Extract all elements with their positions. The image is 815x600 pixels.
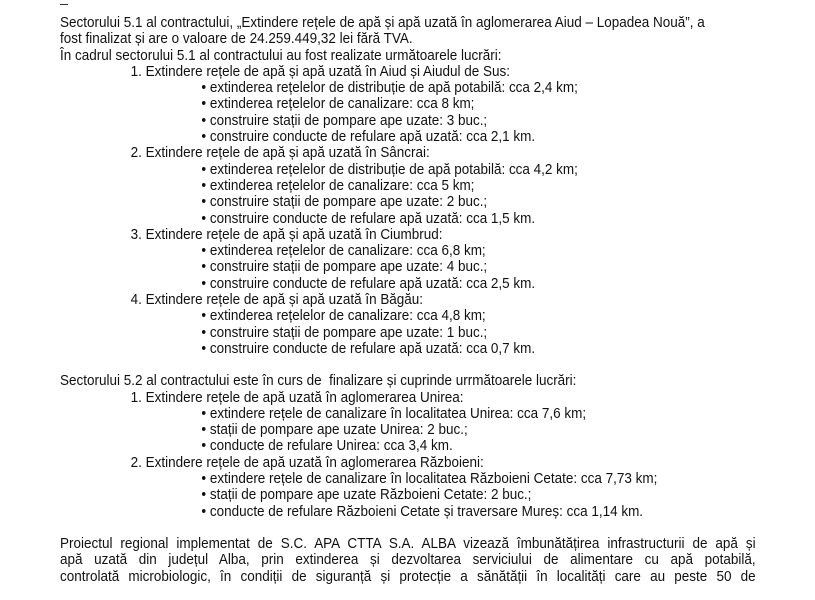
list-item: • construire stații de pompare ape uzate: 4 buc.; <box>60 259 706 275</box>
list-item: • conducte de refulare Războieni Cetate și traversare Mureș: cca 1,14 km. <box>60 504 706 520</box>
closing-line: Proiectul regional implementat de S.C. APA CTTA S.A. ALBA vizează îmbunătățirea infrastructurii de apă și <box>60 535 756 552</box>
list-item: • extinderea rețelelor de distribuție de apă potabilă: cca 2,4 km; <box>60 80 706 96</box>
section2-intro: Sectorului 5.2 al contractului este în curs de finalizare și cuprinde urrmătoarele lucrări: <box>60 373 577 390</box>
list-item: • extinderea rețelelor de distribuție de apă potabilă: cca 4,2 km; <box>60 162 706 178</box>
list-item: • extinderea rețelelor de canalizare: cca 4,8 km; <box>60 308 706 324</box>
closing-line: controlată microbiologic, în condiții de siguranță și protecție a sănătății în localități care au peste 50 de <box>60 568 756 585</box>
list-item: • construire conducte de refulare apă uzată: cca 2,5 km. <box>60 276 706 292</box>
group-title: 1. Extindere rețele de apă uzată în aglomerarea Unirea: <box>130 389 464 406</box>
list-item: • construire conducte de refulare apă uzată: cca 0,7 km. <box>60 341 706 357</box>
list-item: • extinderea rețelelor de canalizare: cca 5 km; <box>60 178 706 194</box>
list-item: • construire conducte de refulare apă uzată: cca 2,1 km. <box>60 129 706 145</box>
list-item: • construire stații de pompare ape uzate: 3 buc.; <box>60 113 706 129</box>
group-title: 2. Extindere rețele de apă și apă uzată în Sâncrai: <box>130 145 430 162</box>
group-title: 4. Extindere rețele de apă și apă uzată în Băgău: <box>130 292 424 309</box>
closing-line: apă uzată din județul Alba, prin extinderea și dezvoltarea serviciului de alimentare cu apă potabilă, <box>60 552 756 569</box>
paragraph-gap <box>60 520 755 536</box>
list-item: • extinderea rețelelor de canalizare: cca 8 km; <box>60 96 706 112</box>
section1-intro-line: În cadrul sectorului 5.1 al contractului au fost realizate următoarele lucrări: <box>60 47 502 64</box>
section1-intro-line: Sectorului 5.1 al contractului, „Extindere rețele de apă și apă uzată în aglomerarea Aiud – Lopadea Nouă”, a <box>60 15 705 31</box>
list-item: • conducte de refulare Unirea: cca 3,4 km. <box>60 438 706 454</box>
list-item: • extinderea rețelelor de canalizare: cca 6,8 km; <box>60 243 706 259</box>
list-item: • extindere rețele de canalizare în localitatea Războieni Cetate: cca 7,73 km; <box>60 471 706 487</box>
list-item: • construire stații de pompare ape uzate: 2 buc.; <box>60 194 706 210</box>
group-title: 1. Extindere rețele de apă și apă uzată în Aiud și Aiudul de Sus: <box>130 63 511 80</box>
list-item: • stații de pompare ape uzate Unirea: 2 buc.; <box>60 422 706 438</box>
section1-intro-line: fost finalizat și are o valoare de 24.259.449,32 lei fără TVA. <box>60 31 413 48</box>
document-page <box>60 15 755 585</box>
list-item: • extindere rețele de canalizare în localitatea Unirea: cca 7,6 km; <box>60 406 706 422</box>
list-item: • construire stații de pompare ape uzate: 1 buc.; <box>60 325 706 341</box>
list-item: • stații de pompare ape uzate Războieni Cetate: 2 buc.; <box>60 487 706 503</box>
closing-paragraph <box>60 536 756 585</box>
top-divider-fragment <box>60 0 68 5</box>
group-title: 3. Extindere rețele de apă și apă uzată în Ciumbrud: <box>130 226 443 243</box>
list-item: • construire conducte de refulare apă uzată: cca 1,5 km. <box>60 211 706 227</box>
paragraph-gap <box>60 357 755 373</box>
group-title: 2. Extindere rețele de apă uzată în aglomerarea Războieni: <box>130 454 484 471</box>
